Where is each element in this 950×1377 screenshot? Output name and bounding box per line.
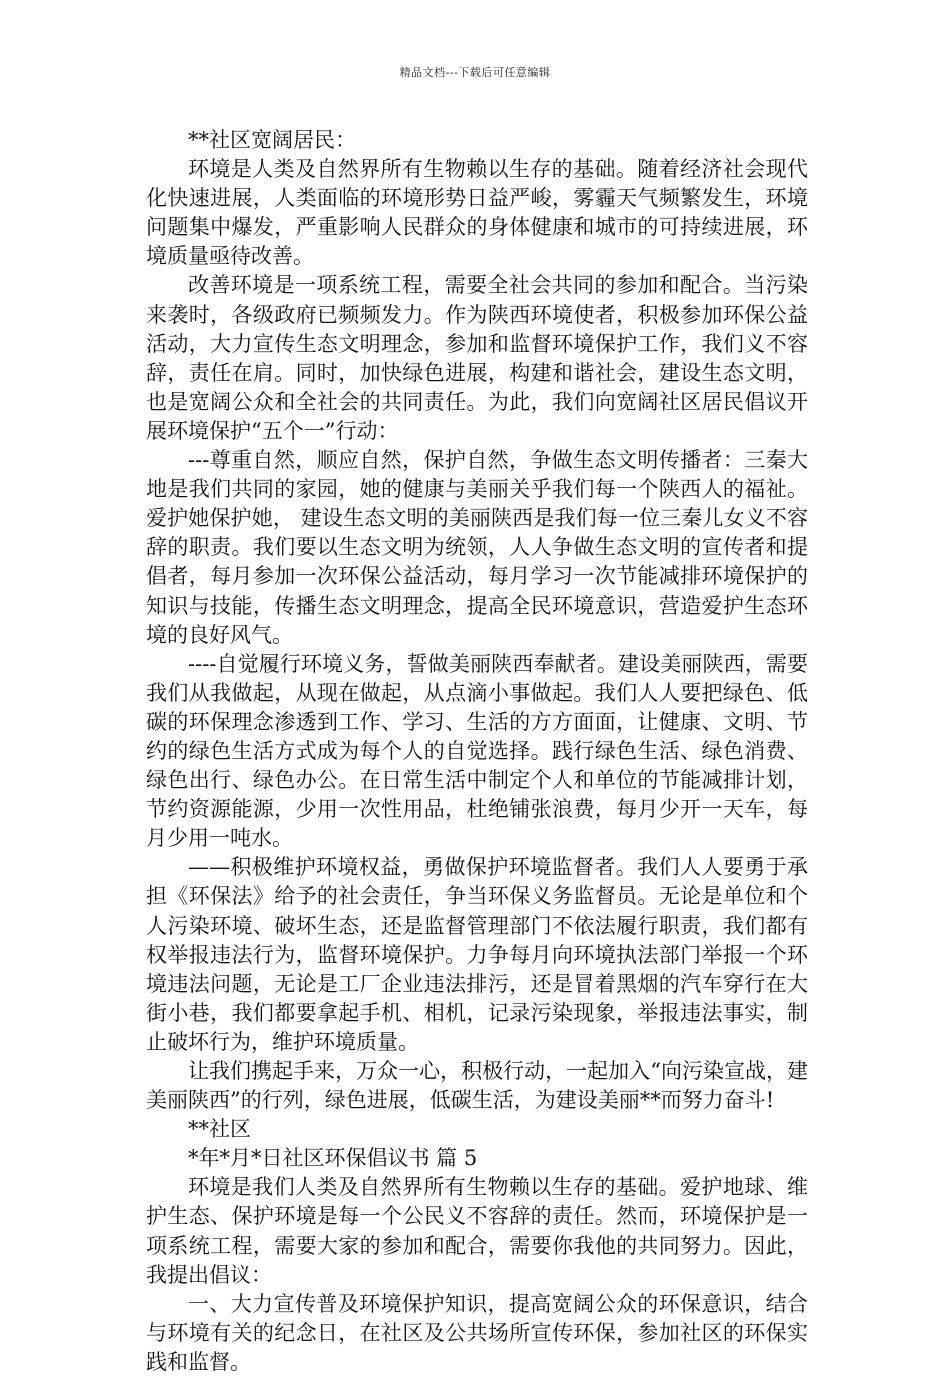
- signature: **社区: [188, 1117, 251, 1142]
- paragraph: ----自觉履行环境义务，誓做美丽陕西奉献者。建设美丽陕西，需要我们从我做起，从现在做起，从点滴小事做起。我们人人要把绿色、低碳的环保理念渗透到工作、学习、生活的方方面面，让健康、文明、节约的绿色生活方式成为每个人的自觉选择。践行绿色生活、绿色消费、绿色出行、绿色办公。在日常生活中制定个人和单位的节能减排计划，节约资源能源，少用一次性用品，杜绝铺张浪费，每月少开一天车，每月少用一吨水。: [146, 651, 808, 851]
- page-header: 精品文档---下载后可任意编辑: [399, 66, 551, 79]
- paragraph: ——积极维护环境权益，勇做保护环境监督者。我们人人要勇于承担《环保法》给予的社会责任，争当环保义务监督员。无论是单位和个人污染环境、破坏生态，还是监督管理部门不依法履行职责，我们都有权举报违法行为，监督环境保护。力争每月向环境执法部门举报一个环境违法问题，无论是工厂企业违法排污，还是冒着黑烟的汽车穿行在大街小巷，我们都要拿起手机、相机，记录污染现象，举报违法事实，制止破坏行为，维护环境质量。: [146, 855, 808, 1054]
- paragraph: 让我们携起手来，万众一心，积极行动，一起加入“向污染宣战，建美丽陕西”的行列，绿色进展，低碳生活，为建设美丽**而努力奋斗!: [146, 1059, 808, 1113]
- document-body: [146, 126, 808, 1377]
- section-title: *年*月*日社区环保倡议书 篇 5: [188, 1146, 478, 1171]
- paragraph: 改善环境是一项系统工程，需要全社会共同的参加和配合。当污染来袭时，各级政府已频频发力。作为陕西环境使者，积极参加环保公益活动，大力宣传生态文明理念，参加和监督环境保护工作，我们义不容辞，责任在肩。同时，加快绿色进展，构建和谐社会，建设生态文明，也是宽阔公众和全社会的共同责任。为此，我们向宽阔社区居民倡议开展环境保护“五个一”行动：: [146, 273, 808, 443]
- paragraph: 一、大力宣传普及环境保护知识，提高宽阔公众的环保意识，结合与环境有关的纪念日，在社区及公共场所宣传环保，参加社区的环保实践和监督。: [146, 1291, 808, 1374]
- salutation: **社区宽阔居民：: [188, 128, 356, 152]
- paragraph: ---尊重自然，顺应自然，保护自然，争做生态文明传播者：三秦大地是我们共同的家园，她的健康与美丽关乎我们每一个陕西人的福祉。爱护她保护她， 建设生态文明的美丽陕西是我们每一位三秦儿女义不容辞的职责。我们要以生态文明为统领，人人争做生态文明的宣传者和提倡者，每月参加一次环保公益活动，每月学习一次节能减排环境保护的知识与技能，传播生态文明理念，提高全民环境意识，营造爱护生态环境的良好风气。: [146, 448, 808, 647]
- paragraph: 环境是人类及自然界所有生物赖以生存的基础。随着经济社会现代化快速进展，人类面临的环境形势日益严峻，雾霾天气频繁发生，环境问题集中爆发，严重影响人民群众的身体健康和城市的可持续进展，环境质量亟待改善。: [146, 157, 808, 269]
- paragraph: 环境是我们人类及自然界所有生物赖以生存的基础。爱护地球、维护生态、保护环境是每一个公民义不容辞的责任。然而，环境保护是一项系统工程，需要大家的参加和配合，需要你我他的共同努力。因此，我提出倡议：: [146, 1175, 808, 1287]
